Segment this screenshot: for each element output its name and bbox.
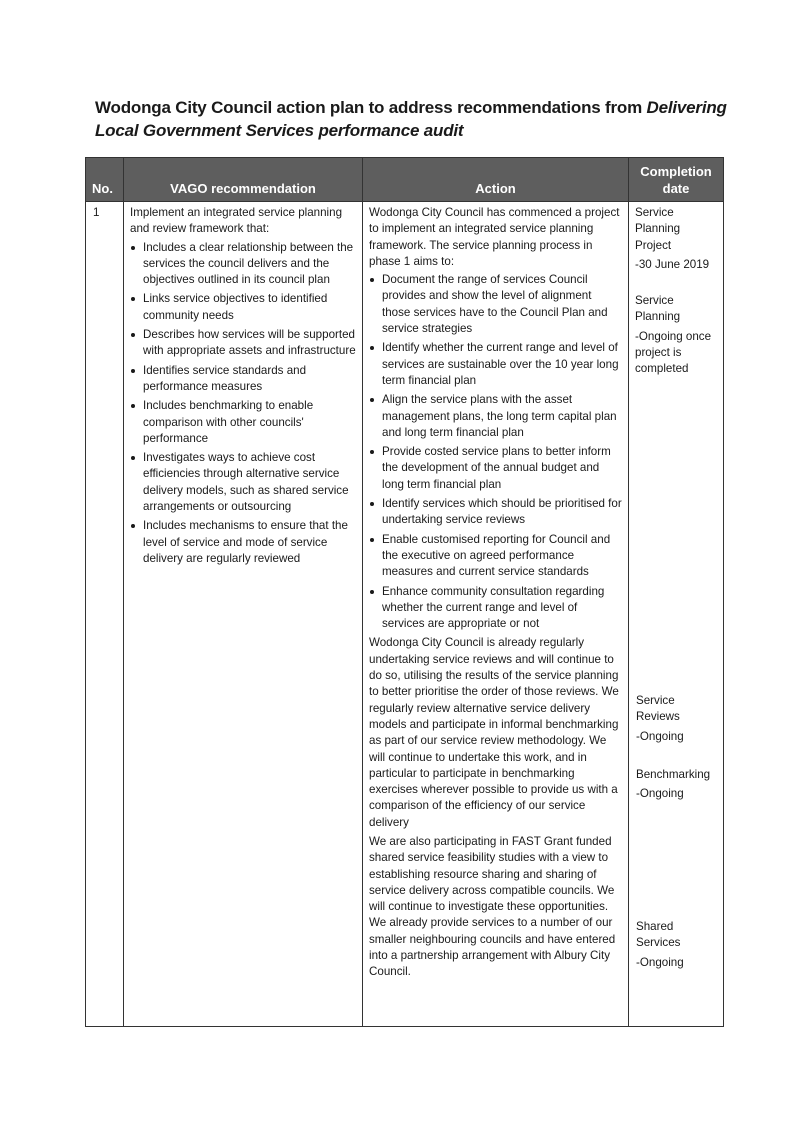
list-item: Provide costed service plans to better inform the development of the annual budget and long term financial plan (369, 444, 622, 493)
completion-date: -Ongoing (636, 955, 684, 969)
completion-date: -Ongoing (636, 787, 684, 801)
row-number: 1 (86, 202, 124, 1027)
title-italic: Delivering Local Government Services performance audit (95, 98, 727, 140)
recommendation-intro: Implement an integrated service planning and review framework that: (130, 206, 343, 236)
completion-label: Benchmarking (636, 768, 711, 781)
action-paragraph-shared-services: We are also participating in FAST Grant funded shared service feasibility studies with a view to establishing resource sharing and sharing of service delivery across compatible councils. We will continue to investigate these opportunities. We already provide services to a number of our smaller neighbouring councils and have entered into a partnership arrangement with Albury City Council. (369, 834, 616, 979)
action-paragraph-reviews: Wodonga City Council is already regularly undertaking service reviews and will continue to do so, utilising the results of the service planning to better prioritise the order of those reviews. We regularly review alternative service delivery models and participate in informal benchmarking as part of our service review methodology. We will continue to undertake this work, and in particular to participate in benchmarking exercises wherever possible to provide us with a comparison of the efficiency of our service delivery (369, 636, 619, 829)
list-item: Includes benchmarking to enable comparison with other councils' performance (130, 398, 356, 447)
completion-label: Service Planning Project (635, 206, 681, 252)
completion-date: -Ongoing (636, 729, 684, 743)
header-action: Action (363, 158, 629, 202)
completion-date: -Ongoing once project is completed (635, 329, 712, 376)
completion-benchmarking (636, 767, 726, 803)
recommendation-cell (124, 202, 363, 1027)
header-no: No. (86, 158, 124, 202)
completion-service-reviews (636, 693, 721, 745)
table-row (86, 202, 724, 1027)
list-item: Document the range of services Council provides and show the level of alignment those services have to the Council Plan and service strategies (369, 272, 622, 337)
recommendation-list (130, 240, 356, 568)
completion-cell (629, 202, 724, 1027)
completion-label: Service Reviews (636, 694, 680, 724)
completion-date: -30 June 2019 (635, 257, 710, 271)
title-plain: Wodonga City Council action plan to address recommendations from (95, 98, 647, 117)
list-item: Includes mechanisms to ensure that the level of service and mode of service delivery are regularly reviewed (130, 518, 356, 567)
page-title (95, 96, 735, 142)
table-header-row (86, 158, 724, 202)
list-item: Align the service plans with the asset management plans, the long term capital plan and long term financial plan (369, 392, 622, 441)
completion-service-planning-project (635, 205, 717, 273)
list-item: Identifies service standards and performance measures (130, 363, 356, 396)
list-item: Enable customised reporting for Council and the executive on agreed performance measures and current service standards (369, 532, 622, 581)
list-item: Investigates ways to achieve cost efficiencies through alternative service delivery models, such as shared service arrangements or outsourcing (130, 450, 356, 515)
completion-label: Shared Services (636, 920, 681, 950)
list-item: Includes a clear relationship between the services the council delivers and the objectives outlined in its council plan (130, 240, 356, 289)
list-item: Identify services which should be prioritised for undertaking service reviews (369, 496, 622, 529)
header-completion-date: Completion date (629, 158, 724, 202)
header-recommendation: VAGO recommendation (124, 158, 363, 202)
list-item: Describes how services will be supported with appropriate assets and infrastructure (130, 327, 356, 360)
completion-shared-services (636, 919, 721, 971)
list-item: Identify whether the current range and level of services are sustainable over the 10 year long term financial plan (369, 340, 622, 389)
action-intro: Wodonga City Council has commenced a project to implement an integrated service planning framework. The service planning process in phase 1 aims to: (369, 206, 620, 268)
completion-service-planning (635, 293, 717, 377)
list-item: Enhance community consultation regarding whether the current range and level of services are appropriate or not (369, 584, 622, 633)
action-plan-table (85, 157, 724, 1027)
completion-label: Service Planning (635, 294, 681, 324)
action-list (369, 272, 622, 632)
list-item: Links service objectives to identified community needs (130, 291, 356, 324)
action-cell (363, 202, 629, 1027)
